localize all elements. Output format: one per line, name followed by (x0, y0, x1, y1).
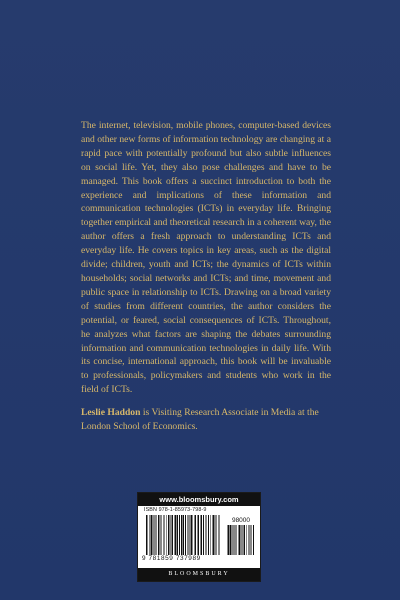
barcode-bar (185, 515, 186, 555)
barcode-bar (230, 525, 232, 555)
barcode-bar (175, 515, 176, 555)
publisher-logo: BLOOMSBURY (138, 568, 260, 581)
barcode-bar (166, 515, 167, 555)
price-barcode (227, 525, 255, 555)
barcode-bar (215, 515, 216, 555)
description-text: The internet, television, mobile phones, computer-based devices and other new forms of information technology are changing at a rapid pace with potentially profound but also subtle influences on social life. Yet, they also pose challenges and have to be managed. This book offers a succinct introduction to both the experience and implications of these information and communication technologies (ICTs) in everyday life. Bringing together empirical and theoretical research in a coherent way, the author offers a fresh approach to understanding ICTs and everyday life. He covers topics in key areas, such as the digital divide; children, youth and ICTs; the dynamics of ICTs within households; social networks and ICTs; and time, movement and public space in relationship to ICTs. Drawing on a broad variety of studies from different countries, the author considers the potential, or feared, social consequences of ICTs. Throughout, he analyzes what factors are shaping the debates surrounding information and communication technologies in daily life. With its concise, international approach, this book will be invaluable to professionals, policymakers and students who work in the field of ICTs. (81, 120, 331, 396)
barcode-bar (217, 515, 218, 555)
barcode-bar (179, 515, 180, 555)
barcode-bar (238, 525, 239, 555)
barcode-bar (251, 525, 252, 555)
barcode-bar (149, 515, 150, 555)
barcode-bar (235, 525, 236, 555)
barcode-bar (155, 515, 156, 555)
barcode-bar (153, 515, 154, 555)
barcode-bar (246, 525, 247, 555)
barcode-bar (170, 515, 171, 555)
barcode-bar (183, 515, 184, 555)
barcode-bar (168, 515, 169, 555)
barcode-bar (227, 525, 228, 555)
barcode-bar (174, 515, 175, 555)
barcode-bar (198, 515, 200, 555)
author-bio (81, 406, 331, 434)
barcode-bar (253, 525, 254, 555)
barcode-bar (249, 525, 250, 555)
barcode-bar (181, 515, 183, 555)
publisher-url: www.bloomsbury.com (138, 493, 260, 506)
barcode-bar (164, 515, 165, 555)
barcode-bar (156, 515, 157, 555)
barcode-bar (188, 515, 189, 555)
barcode-bar (241, 525, 242, 555)
barcode-bar (177, 515, 179, 555)
isbn-label: ISBN 978-1-85973-798-9 (144, 507, 207, 513)
barcode-bar (158, 515, 159, 555)
barcode-bar (203, 515, 204, 555)
barcode-bar (208, 515, 209, 555)
barcode-bar (239, 525, 241, 555)
barcode-bar (146, 515, 148, 555)
author-name: Leslie Haddon (81, 407, 141, 418)
barcode-bar (190, 515, 191, 555)
book-description (81, 119, 331, 397)
price-code: 98000 (231, 517, 251, 524)
isbn-barcode (146, 515, 221, 555)
barcode-bar (191, 515, 193, 555)
barcode-bar (207, 515, 208, 555)
barcode-bar (201, 515, 203, 555)
barcode-block (137, 492, 261, 582)
barcode-bar (211, 515, 212, 555)
author-bio-text: is Visiting Research Associate in Media at the London School of Economics. (81, 407, 319, 432)
barcode-bar (248, 525, 249, 555)
barcode-bar (161, 515, 162, 555)
barcode-bar (195, 515, 197, 555)
barcode-digits: 9 781859 737989 (142, 555, 201, 562)
barcode-bar (160, 515, 161, 555)
barcode-bar (233, 525, 234, 555)
barcode-bar (237, 525, 238, 555)
barcode-bar (206, 515, 207, 555)
barcode-bar (243, 525, 244, 555)
barcode-bar (151, 515, 153, 555)
barcode-bar (172, 515, 174, 555)
barcode-bar (163, 515, 164, 555)
barcode-bar (193, 515, 194, 555)
barcode-bar (219, 515, 220, 555)
barcode-bar (244, 525, 245, 555)
barcode-bar (213, 515, 215, 555)
barcode-bar (228, 525, 230, 555)
